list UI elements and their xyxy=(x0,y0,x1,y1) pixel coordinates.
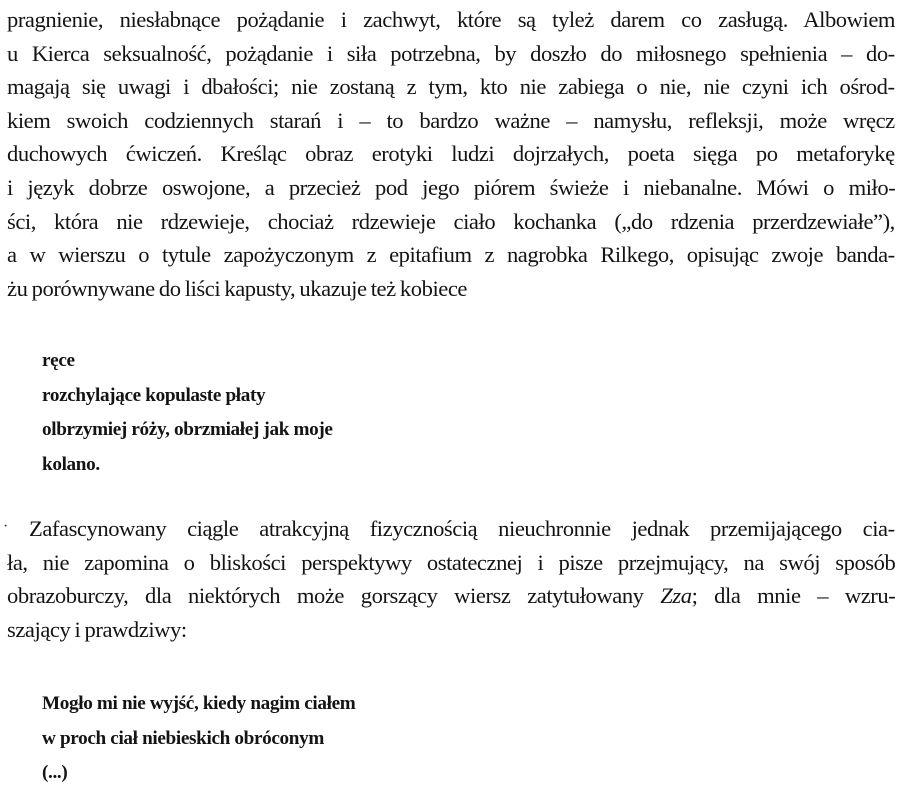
text-line: a w wierszu o tytule zapożyczonym z epitafium z nagrobka Rilkego, opisując zwoje banda- xyxy=(7,242,895,268)
text-line: szający i prawdziwy: xyxy=(7,616,187,642)
text-line: duchowych ćwiczeń. Kreśląc obraz erotyki ludzi dojrzałych, poeta sięga po metaforykę xyxy=(7,141,895,167)
poem-line: olbrzymiej róży, obrzmiałej jak moje xyxy=(42,419,333,440)
text-line: magają się uwagi i dbałości; nie zostaną z tym, kto nie zabiega o nie, nie czyni ich ośrod- xyxy=(7,74,895,100)
poem-line: ręce xyxy=(42,350,75,371)
text-line: żu porównywane do liści kapusty, ukazuje też kobiece xyxy=(7,275,468,301)
poem-line: Mogło mi nie wyjść, kiedy nagim ciałem xyxy=(42,693,356,714)
poem-line: w proch ciał niebieskich obróconym xyxy=(42,727,324,749)
text-line: Zafascynowany ciągle atrakcyjną fizycznością nieuchronnie jednak przemijającego cia- xyxy=(29,516,895,541)
text-line: kiem swoich codziennych starań i – to bardzo ważne – namysłu, refleksji, może wręcz xyxy=(7,107,895,133)
text-line: pragnienie, niesłabnące pożądanie i zachwyt, które są tyleż darem co zasługą. Albowiem xyxy=(7,7,896,32)
poem-title: Zza xyxy=(660,583,692,609)
text-segment: obrazoburczy, dla niektórych może gorszący wiersz zatytułowany xyxy=(7,583,661,609)
paragraph-main xyxy=(7,3,895,305)
text-line: ła, nie zapomina o bliskości perspektywy ostatecznej i pisze przejmujący, na swój sposób xyxy=(7,549,896,575)
bullet-mark: · xyxy=(3,518,9,535)
text-line xyxy=(7,579,895,613)
poem-line: kolano. xyxy=(42,453,100,475)
text-segment: ; dla mnie – wzru- xyxy=(691,583,896,609)
poem-line: rozchylające kopulaste płaty xyxy=(42,384,266,406)
poem-line: (...) xyxy=(42,762,68,783)
text-line: ści, która nie rdzewieje, chociaż rdzewieje ciało kochanka („do rdzenia przerdzewiałe”), xyxy=(7,208,895,234)
poem-quote-zza xyxy=(42,687,355,791)
text-line: u Kierca seksualność, pożądanie i siła potrzebna, by doszło do miłosnego spełnienia – do- xyxy=(7,40,895,66)
paragraph-zza xyxy=(7,512,895,646)
poem-quote-roza xyxy=(42,344,333,482)
text-line: i język dobrze oswojone, a przecież pod jego piórem świeże i niebanalne. Mówi o miło- xyxy=(7,174,896,200)
